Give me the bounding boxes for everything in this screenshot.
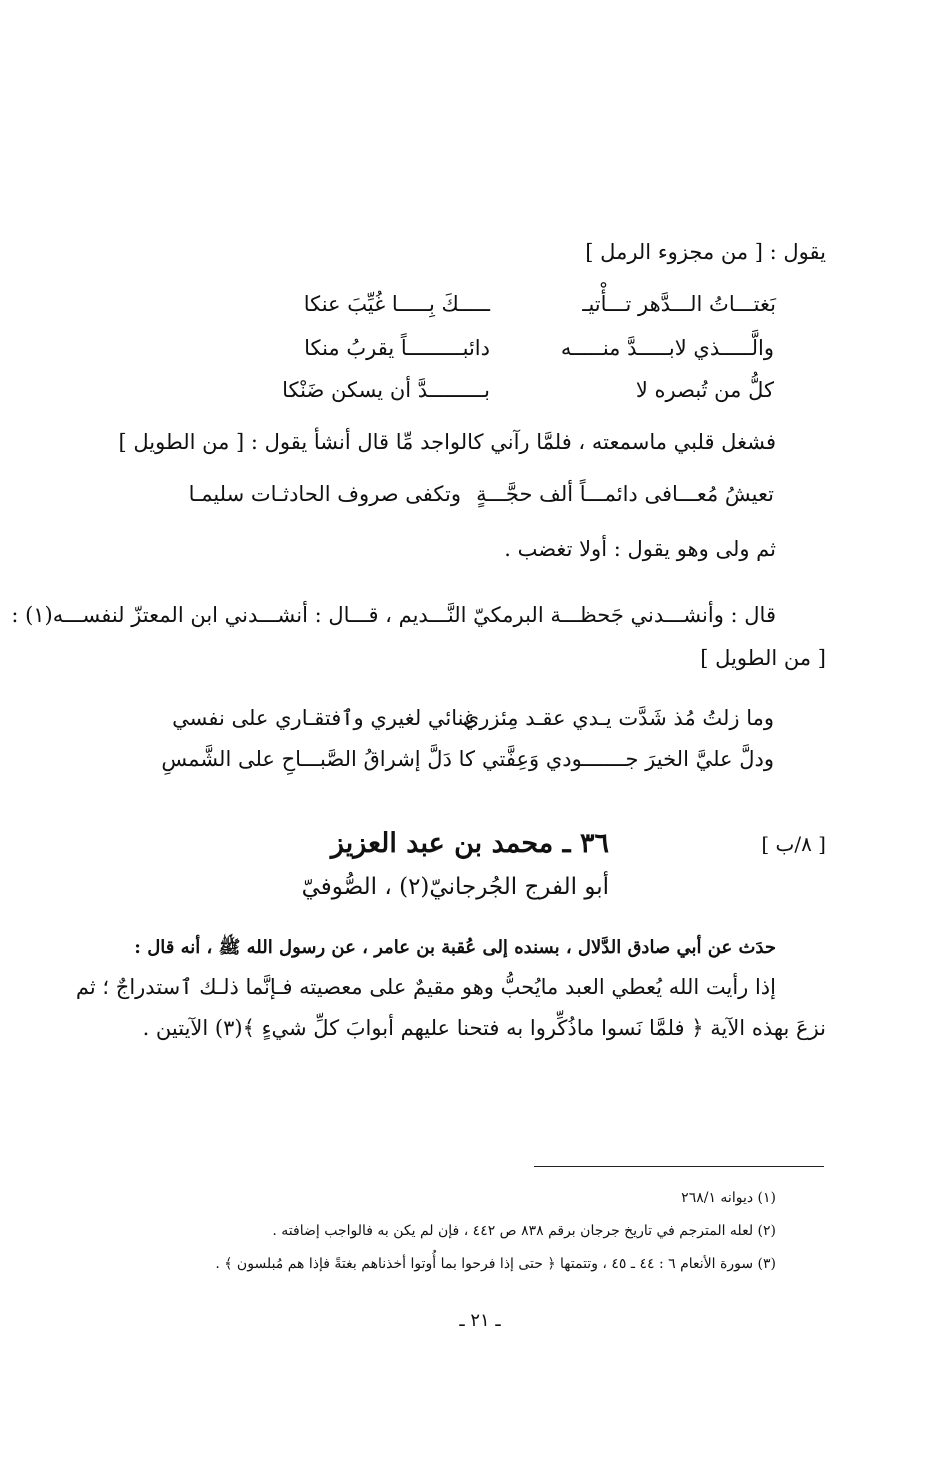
poem-1-verse-1-second-hemistich: ـــــكَ بِـــــا غُيِّبَ عنكا bbox=[303, 292, 490, 316]
isnad-line: حدَث عن أبي صادق الدَّلال ، بسنده إلى عُقبة بن عامر ، عن رسول الله ﷺ ، أنه قال : bbox=[134, 937, 776, 958]
hadith-line-1: إذا رأيت الله يُعطي العبد مايُحبُّ وهو مقيمٌ على معصيته فـإنَّما ذلـك ٱستدراجٌ ؛ ثم bbox=[75, 975, 776, 999]
poem-1-verse-3-first-hemistich: كلُّ من تُبصره لا bbox=[635, 378, 774, 402]
poem-2-second-hemistich: وتكفى صروف الحادثـات سليمـا bbox=[188, 482, 461, 506]
footnote-1: (١) ديوانه ٢٦٨/١ bbox=[681, 1190, 776, 1206]
poem-3-verse-2-first-hemistich: ودلَّ عليَّ الخيرَ جـــــــودي وَعِفَّتي bbox=[482, 747, 774, 771]
page-number: ـ ٢١ ـ bbox=[459, 1310, 501, 1331]
footnote-separator bbox=[534, 1166, 824, 1167]
narration-3: قال : وأنشـــدني جَحظـــة البرمكيّ النَّـــديم ، قـــال : أنشـــدني ابن المعتزّ لنفســـه(١) : bbox=[11, 603, 776, 627]
narration-3-meter: [ من الطويل ] bbox=[700, 646, 826, 670]
folio-marker: [ ٨/ب ] bbox=[761, 832, 826, 856]
poem-3-verse-2-second-hemistich: كا دَلَّ إشراقُ الصَّبـــاحِ على الشَّمسِ bbox=[161, 747, 475, 771]
entry-subtitle: أبو الفرج الجُرجانيّ(٢) ، الصُّوفيّ bbox=[301, 874, 609, 900]
intro-meter: يقول : [ من مجزوء الرمل ] bbox=[585, 240, 826, 264]
hadith-line-2: نزعَ بهذه الآية ﴿ فلمَّا نَسوا ماذُكِّروا به فتحنا عليهم أبوابَ كلِّ شيءٍ ﴾(٣) الآيتين . bbox=[142, 1016, 826, 1040]
poem-1-verse-2-first-hemistich: والَّـــــذي لابـــــدَّ منـــــه bbox=[560, 336, 774, 360]
footnote-2: (٢) لعله المترجم في تاريخ جرجان برقم ٨٣٨ ص ٤٤٢ ، فإن لم يكن به فالواجب إضافته . bbox=[272, 1223, 776, 1239]
footnote-3: (٣) سورة الأنعام ٦ : ٤٤ ـ ٤٥ ، وتتمتها ﴿ حتى إذا فرحوا بما أُوتوا أخذناهم بغتةً فإذا هم مُبلسون ﴾ . bbox=[215, 1256, 776, 1272]
narration-2: ثم ولى وهو يقول : أولا تغضب . bbox=[504, 537, 776, 561]
poem-1-verse-3-second-hemistich: بـــــــــدَّ أن يسكن ضَنْكا bbox=[282, 378, 490, 402]
entry-title: ٣٦ ـ محمد بن عبد العزيز bbox=[330, 828, 609, 859]
poem-2-first-hemistich: تعيشُ مُعـــافى دائمـــاً ألف حجَّـــةٍ bbox=[476, 482, 774, 506]
poem-1-verse-2-second-hemistich: دائبـــــــــاً يقربُ منكا bbox=[304, 336, 490, 360]
narration-1: فشغل قلبي ماسمعته ، فلمَّا رآني كالواجد مِّا قال أنشأ يقول : [ من الطويل ] bbox=[118, 430, 776, 454]
poem-3-verse-1-first-hemistich: وما زلتُ مُذ شَدَّت يـدي عقـد مِئزري bbox=[462, 706, 774, 730]
poem-3-verse-1-second-hemistich: غِنائي لغيري وٱفتقـاري على نفسي bbox=[172, 706, 475, 730]
poem-1-verse-1-first-hemistich: بَغتـــاتُ الـــدَّهر تـــأْتيـ bbox=[582, 292, 776, 316]
